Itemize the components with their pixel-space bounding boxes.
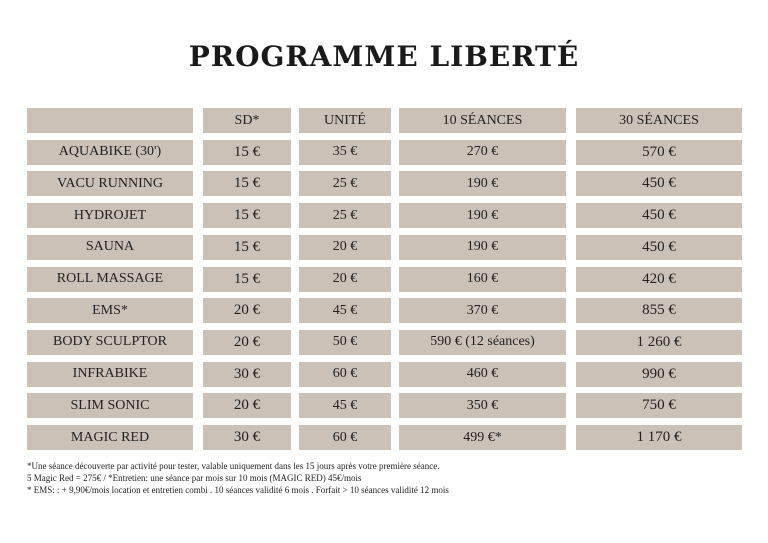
page-title: PROGRAMME LIBERTÉ <box>188 40 580 73</box>
price-cell: 750 € <box>576 393 742 418</box>
price-cell: 60 € <box>299 425 391 450</box>
price-cell: 855 € <box>576 298 742 323</box>
price-cell: 15 € <box>203 203 291 228</box>
price-cell: 990 € <box>576 362 742 387</box>
header-cell: UNITÉ <box>299 108 391 133</box>
price-cell: 190 € <box>399 203 566 228</box>
price-cell: 25 € <box>299 203 391 228</box>
row-label: ROLL MASSAGE <box>27 267 193 292</box>
price-cell: 20 € <box>203 298 291 323</box>
row-label: HYDROJET <box>27 203 193 228</box>
price-cell: 15 € <box>203 140 291 165</box>
header-cell-empty <box>27 108 193 133</box>
price-cell: 160 € <box>399 267 566 292</box>
price-cell: 450 € <box>576 203 742 228</box>
price-cell: 350 € <box>399 393 566 418</box>
price-cell: 50 € <box>299 330 391 355</box>
price-cell: 60 € <box>299 362 391 387</box>
price-cell: 460 € <box>399 362 566 387</box>
price-cell: 590 € (12 séances) <box>399 330 566 355</box>
price-cell: 270 € <box>399 140 566 165</box>
price-cell: 45 € <box>299 298 391 323</box>
row-label: AQUABIKE (30') <box>27 140 193 165</box>
price-cell: 20 € <box>299 267 391 292</box>
price-cell: 370 € <box>399 298 566 323</box>
row-label: SLIM SONIC <box>27 393 193 418</box>
price-cell: 1 260 € <box>576 330 742 355</box>
row-label: INFRABIKE <box>27 362 193 387</box>
price-cell: 499 €* <box>399 425 566 450</box>
row-label: MAGIC RED <box>27 425 193 450</box>
price-cell: 20 € <box>203 330 291 355</box>
header-cell: SD* <box>203 108 291 133</box>
price-cell: 20 € <box>203 393 291 418</box>
price-cell: 30 € <box>203 362 291 387</box>
price-cell: 190 € <box>399 171 566 196</box>
header-cell: 10 SÉANCES <box>399 108 566 133</box>
row-label: EMS* <box>27 298 193 323</box>
price-cell: 15 € <box>203 235 291 260</box>
price-cell: 570 € <box>576 140 742 165</box>
footnote: * EMS: : + 9,90€/mois location et entretien combi . 10 séances validité 6 mois . Forfait > 10 séances validité 12 mois <box>27 485 449 495</box>
price-cell: 45 € <box>299 393 391 418</box>
header-cell: 30 SÉANCES <box>576 108 742 133</box>
footnotes <box>27 460 747 496</box>
row-label: SAUNA <box>27 235 193 260</box>
row-label: VACU RUNNING <box>27 171 193 196</box>
price-cell: 15 € <box>203 267 291 292</box>
price-cell: 15 € <box>203 171 291 196</box>
price-cell: 420 € <box>576 267 742 292</box>
price-cell: 450 € <box>576 171 742 196</box>
price-cell: 190 € <box>399 235 566 260</box>
price-cell: 20 € <box>299 235 391 260</box>
footnote: *Une séance découverte par activité pour tester, valable uniquement dans les 15 jours après votre première séance. <box>27 461 440 471</box>
price-cell: 450 € <box>576 235 742 260</box>
price-cell: 35 € <box>299 140 391 165</box>
price-cell: 30 € <box>203 425 291 450</box>
footnote: 5 Magic Red = 275€ / *Entretien: une séance par mois sur 10 mois (MAGIC RED) 45€/mois <box>27 473 362 483</box>
price-cell: 25 € <box>299 171 391 196</box>
row-label: BODY SCULPTOR <box>27 330 193 355</box>
price-cell: 1 170 € <box>576 425 742 450</box>
